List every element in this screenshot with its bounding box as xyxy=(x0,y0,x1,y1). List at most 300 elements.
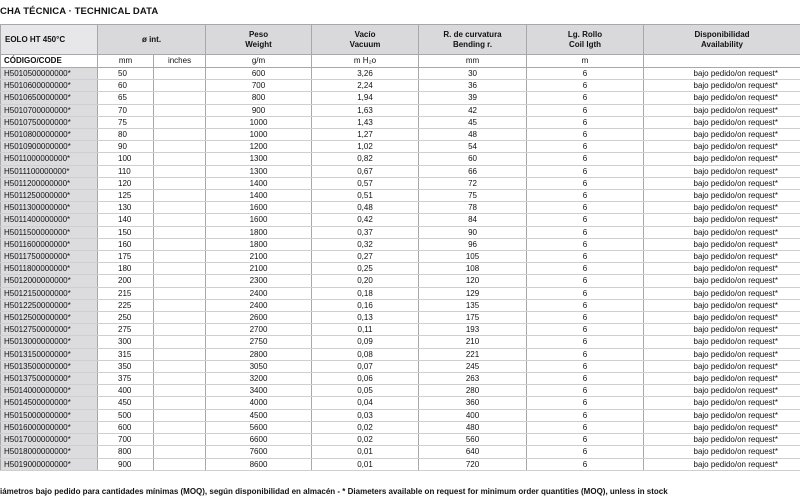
vacuum-value: 0,82 xyxy=(312,153,419,165)
vacuum-value: 0,08 xyxy=(312,348,419,360)
bending-header-es: R. de curvatura xyxy=(443,30,502,39)
availability-value: bajo pedido/on request* xyxy=(644,153,800,165)
diameter-inches xyxy=(154,104,206,116)
bending-value: 84 xyxy=(419,214,527,226)
diameter-mm: 80 xyxy=(98,129,154,141)
weight-value: 600 xyxy=(206,68,312,80)
diameter-inches xyxy=(154,299,206,311)
vacuum-value: 0,11 xyxy=(312,324,419,336)
diameter-mm: 375 xyxy=(98,373,154,385)
diameter-inches xyxy=(154,409,206,421)
weight-value: 2100 xyxy=(206,263,312,275)
weight-header-en: Weight xyxy=(245,39,272,49)
roll-value: 6 xyxy=(527,324,644,336)
availability-value: bajo pedido/on request* xyxy=(644,324,800,336)
diameter-mm: 175 xyxy=(98,251,154,263)
table-row xyxy=(1,202,800,214)
availability-value: bajo pedido/on request* xyxy=(644,141,800,153)
table-row xyxy=(1,141,800,153)
table-row xyxy=(1,446,800,458)
availability-value: bajo pedido/on request* xyxy=(644,312,800,324)
bending-value: 48 xyxy=(419,129,527,141)
mm-unit: mm xyxy=(98,55,154,68)
vacuum-value: 0,05 xyxy=(312,385,419,397)
vacuum-value: 0,02 xyxy=(312,421,419,433)
diameter-mm: 700 xyxy=(98,434,154,446)
vacuum-value: 0,06 xyxy=(312,373,419,385)
weight-header xyxy=(206,25,312,55)
weight-value: 8600 xyxy=(206,458,312,470)
table-row xyxy=(1,214,800,226)
weight-value: 2600 xyxy=(206,312,312,324)
table-row xyxy=(1,458,800,470)
footnote: iámetros bajo pedido para cantidades mínimas (MOQ), según disponibilidad en almacén - * Diameters available on request for minimum order quantities (MOQ), unless in stock xyxy=(0,487,668,496)
roll-value: 6 xyxy=(527,92,644,104)
table-header-row xyxy=(1,25,800,55)
vacuum-value: 0,07 xyxy=(312,360,419,372)
diameter-mm: 215 xyxy=(98,287,154,299)
availability-value: bajo pedido/on request* xyxy=(644,92,800,104)
availability-value: bajo pedido/on request* xyxy=(644,299,800,311)
product-code: H5010750000000* xyxy=(1,116,98,128)
bending-value: 105 xyxy=(419,251,527,263)
product-code: H5013750000000* xyxy=(1,373,98,385)
vacuum-value: 0,32 xyxy=(312,238,419,250)
diameter-inches xyxy=(154,348,206,360)
availability-value: bajo pedido/on request* xyxy=(644,397,800,409)
availability-value: bajo pedido/on request* xyxy=(644,434,800,446)
diameter-inches xyxy=(154,324,206,336)
diameter-inches xyxy=(154,238,206,250)
diameter-inches xyxy=(154,275,206,287)
vacuum-value: 1,63 xyxy=(312,104,419,116)
availability-value: bajo pedido/on request* xyxy=(644,458,800,470)
diameter-inches xyxy=(154,336,206,348)
code-unit: CÓDIGO/CODE xyxy=(1,55,98,68)
page-title: CHA TÉCNICA · TECHNICAL DATA xyxy=(0,6,159,17)
vacuum-value: 1,43 xyxy=(312,116,419,128)
availability-value: bajo pedido/on request* xyxy=(644,385,800,397)
availability-value: bajo pedido/on request* xyxy=(644,226,800,238)
table-row xyxy=(1,299,800,311)
bending-value: 66 xyxy=(419,165,527,177)
table-row xyxy=(1,312,800,324)
diameter-inches xyxy=(154,458,206,470)
vacuum-value: 0,04 xyxy=(312,397,419,409)
vacuum-value: 1,02 xyxy=(312,141,419,153)
table-row xyxy=(1,385,800,397)
weight-value: 2750 xyxy=(206,336,312,348)
product-code: H5012150000000* xyxy=(1,287,98,299)
diameter-mm: 130 xyxy=(98,202,154,214)
table-row xyxy=(1,80,800,92)
product-code: H5010900000000* xyxy=(1,141,98,153)
vacuum-header-en: Vacuum xyxy=(349,39,381,49)
diameter-inches xyxy=(154,251,206,263)
vacuum-value: 0,27 xyxy=(312,251,419,263)
weight-value: 2100 xyxy=(206,251,312,263)
weight-value: 1600 xyxy=(206,214,312,226)
availability-value: bajo pedido/on request* xyxy=(644,190,800,202)
roll-value: 6 xyxy=(527,251,644,263)
roll-value: 6 xyxy=(527,68,644,80)
diameter-inches xyxy=(154,287,206,299)
availability-value: bajo pedido/on request* xyxy=(644,80,800,92)
availability-value: bajo pedido/on request* xyxy=(644,251,800,263)
product-code: H5013500000000* xyxy=(1,360,98,372)
diameter-mm: 60 xyxy=(98,80,154,92)
weight-value: 2700 xyxy=(206,324,312,336)
bending-value: 135 xyxy=(419,299,527,311)
diameter-mm: 200 xyxy=(98,275,154,287)
product-code: H5010700000000* xyxy=(1,104,98,116)
table-row xyxy=(1,238,800,250)
diameter-mm: 225 xyxy=(98,299,154,311)
product-code: H5013150000000* xyxy=(1,348,98,360)
weight-value: 5600 xyxy=(206,421,312,433)
weight-value: 3200 xyxy=(206,373,312,385)
diameter-inches xyxy=(154,263,206,275)
bending-value: 90 xyxy=(419,226,527,238)
table-row xyxy=(1,177,800,189)
vacuum-value: 3,26 xyxy=(312,68,419,80)
product-code: H5011200000000* xyxy=(1,177,98,189)
table-row xyxy=(1,226,800,238)
bending-value: 480 xyxy=(419,421,527,433)
bending-header-en: Bending r. xyxy=(452,39,493,49)
table-row xyxy=(1,165,800,177)
roll-unit: m xyxy=(527,55,644,68)
availability-value: bajo pedido/on request* xyxy=(644,421,800,433)
roll-value: 6 xyxy=(527,238,644,250)
roll-value: 6 xyxy=(527,177,644,189)
table-row xyxy=(1,275,800,287)
bending-value: 36 xyxy=(419,80,527,92)
vacuum-value: 0,09 xyxy=(312,336,419,348)
vacuum-value: 0,48 xyxy=(312,202,419,214)
diameter-inches xyxy=(154,177,206,189)
bending-value: 45 xyxy=(419,116,527,128)
bending-value: 75 xyxy=(419,190,527,202)
availability-value: bajo pedido/on request* xyxy=(644,177,800,189)
weight-value: 900 xyxy=(206,104,312,116)
vacuum-value: 2,24 xyxy=(312,80,419,92)
vacuum-value: 0,01 xyxy=(312,458,419,470)
diameter-mm: 300 xyxy=(98,336,154,348)
vacuum-value: 0,51 xyxy=(312,190,419,202)
diameter-mm: 350 xyxy=(98,360,154,372)
weight-value: 1400 xyxy=(206,177,312,189)
vacuum-value: 0,67 xyxy=(312,165,419,177)
weight-value: 1600 xyxy=(206,202,312,214)
roll-value: 6 xyxy=(527,153,644,165)
weight-value: 1000 xyxy=(206,116,312,128)
diameter-inches xyxy=(154,421,206,433)
bending-value: 360 xyxy=(419,397,527,409)
product-code: H5017000000000* xyxy=(1,434,98,446)
bending-value: 96 xyxy=(419,238,527,250)
weight-value: 3050 xyxy=(206,360,312,372)
diameter-mm: 450 xyxy=(98,397,154,409)
product-code: H5011400000000* xyxy=(1,214,98,226)
roll-header-es: Lg. Rollo xyxy=(567,30,603,39)
roll-value: 6 xyxy=(527,397,644,409)
roll-value: 6 xyxy=(527,165,644,177)
technical-data-table xyxy=(0,24,800,471)
diameter-inches xyxy=(154,385,206,397)
weight-value: 1800 xyxy=(206,226,312,238)
weight-header-es: Peso xyxy=(248,30,269,39)
diameter-inches xyxy=(154,92,206,104)
bending-header xyxy=(419,25,527,55)
product-code: H5010600000000* xyxy=(1,80,98,92)
inches-unit: inches xyxy=(154,55,206,68)
diameter-inches xyxy=(154,202,206,214)
roll-value: 6 xyxy=(527,129,644,141)
product-header: EOLO HT 450°C xyxy=(1,25,98,55)
weight-value: 1300 xyxy=(206,153,312,165)
roll-value: 6 xyxy=(527,434,644,446)
diameter-inches xyxy=(154,116,206,128)
bending-value: 221 xyxy=(419,348,527,360)
weight-value: 700 xyxy=(206,80,312,92)
diameter-inches xyxy=(154,446,206,458)
bending-value: 210 xyxy=(419,336,527,348)
vacuum-value: 0,57 xyxy=(312,177,419,189)
bending-value: 640 xyxy=(419,446,527,458)
product-code: H5012750000000* xyxy=(1,324,98,336)
weight-value: 2400 xyxy=(206,299,312,311)
diameter-inches xyxy=(154,397,206,409)
diameter-inches xyxy=(154,226,206,238)
product-code: H5012000000000* xyxy=(1,275,98,287)
diameter-mm: 140 xyxy=(98,214,154,226)
diameter-mm: 160 xyxy=(98,238,154,250)
weight-value: 1400 xyxy=(206,190,312,202)
table-row xyxy=(1,348,800,360)
product-code: H5014000000000* xyxy=(1,385,98,397)
vacuum-header xyxy=(312,25,419,55)
bending-value: 720 xyxy=(419,458,527,470)
diameter-mm: 70 xyxy=(98,104,154,116)
roll-value: 6 xyxy=(527,336,644,348)
diameter-mm: 150 xyxy=(98,226,154,238)
vacuum-value: 0,03 xyxy=(312,409,419,421)
product-code: H5010500000000* xyxy=(1,68,98,80)
availability-value: bajo pedido/on request* xyxy=(644,104,800,116)
diameter-inches xyxy=(154,129,206,141)
roll-value: 6 xyxy=(527,360,644,372)
availability-value: bajo pedido/on request* xyxy=(644,68,800,80)
roll-value: 6 xyxy=(527,458,644,470)
weight-value: 2400 xyxy=(206,287,312,299)
diameter-inches xyxy=(154,141,206,153)
bending-value: 39 xyxy=(419,92,527,104)
vacuum-unit: m H₂o xyxy=(312,55,419,68)
roll-value: 6 xyxy=(527,299,644,311)
vacuum-value: 0,16 xyxy=(312,299,419,311)
product-code: H5011250000000* xyxy=(1,190,98,202)
roll-value: 6 xyxy=(527,141,644,153)
availability-value: bajo pedido/on request* xyxy=(644,263,800,275)
roll-value: 6 xyxy=(527,116,644,128)
vacuum-value: 0,20 xyxy=(312,275,419,287)
availability-value: bajo pedido/on request* xyxy=(644,409,800,421)
diameter-inches xyxy=(154,360,206,372)
diameter-mm: 90 xyxy=(98,141,154,153)
roll-value: 6 xyxy=(527,226,644,238)
weight-value: 2800 xyxy=(206,348,312,360)
bending-value: 120 xyxy=(419,275,527,287)
diameter-inches xyxy=(154,373,206,385)
diameter-mm: 110 xyxy=(98,165,154,177)
roll-value: 6 xyxy=(527,263,644,275)
bending-value: 42 xyxy=(419,104,527,116)
table-row xyxy=(1,116,800,128)
product-code: H5012250000000* xyxy=(1,299,98,311)
diameter-mm: 900 xyxy=(98,458,154,470)
roll-value: 6 xyxy=(527,409,644,421)
diameter-inches xyxy=(154,434,206,446)
table-row xyxy=(1,104,800,116)
diameter-inches xyxy=(154,190,206,202)
product-code: H5010800000000* xyxy=(1,129,98,141)
product-code: H5018000000000* xyxy=(1,446,98,458)
table-row xyxy=(1,324,800,336)
roll-value: 6 xyxy=(527,421,644,433)
diameter-mm: 275 xyxy=(98,324,154,336)
table-row xyxy=(1,153,800,165)
bending-value: 108 xyxy=(419,263,527,275)
product-code: H5016000000000* xyxy=(1,421,98,433)
diameter-inches xyxy=(154,214,206,226)
vacuum-value: 0,02 xyxy=(312,434,419,446)
weight-value: 4000 xyxy=(206,397,312,409)
weight-value: 6600 xyxy=(206,434,312,446)
roll-value: 6 xyxy=(527,190,644,202)
product-code: H5010650000000* xyxy=(1,92,98,104)
product-code: H5011500000000* xyxy=(1,226,98,238)
table-row xyxy=(1,92,800,104)
bending-value: 54 xyxy=(419,141,527,153)
product-code: H5012500000000* xyxy=(1,312,98,324)
roll-value: 6 xyxy=(527,373,644,385)
vacuum-value: 1,27 xyxy=(312,129,419,141)
availability-header-en: Availability xyxy=(701,39,743,49)
roll-value: 6 xyxy=(527,80,644,92)
availability-header-es: Disponibilidad xyxy=(694,30,750,39)
roll-value: 6 xyxy=(527,287,644,299)
roll-header xyxy=(527,25,644,55)
vacuum-value: 0,18 xyxy=(312,287,419,299)
availability-value: bajo pedido/on request* xyxy=(644,129,800,141)
weight-value: 4500 xyxy=(206,409,312,421)
product-code: H5013000000000* xyxy=(1,336,98,348)
weight-value: 2300 xyxy=(206,275,312,287)
roll-value: 6 xyxy=(527,104,644,116)
availability-value: bajo pedido/on request* xyxy=(644,287,800,299)
product-code: H5011800000000* xyxy=(1,263,98,275)
roll-value: 6 xyxy=(527,214,644,226)
bending-value: 560 xyxy=(419,434,527,446)
table-row xyxy=(1,409,800,421)
product-code: H5011100000000* xyxy=(1,165,98,177)
availability-value: bajo pedido/on request* xyxy=(644,116,800,128)
diameter-mm: 100 xyxy=(98,153,154,165)
vacuum-value: 1,94 xyxy=(312,92,419,104)
availability-unit xyxy=(644,55,800,68)
vacuum-value: 0,37 xyxy=(312,226,419,238)
table-row xyxy=(1,373,800,385)
table-row xyxy=(1,397,800,409)
bending-value: 245 xyxy=(419,360,527,372)
bending-value: 72 xyxy=(419,177,527,189)
diameter-inches xyxy=(154,68,206,80)
diameter-mm: 800 xyxy=(98,446,154,458)
weight-value: 800 xyxy=(206,92,312,104)
availability-value: bajo pedido/on request* xyxy=(644,336,800,348)
diameter-mm: 125 xyxy=(98,190,154,202)
table-row xyxy=(1,336,800,348)
diameter-inches xyxy=(154,80,206,92)
diameter-mm: 180 xyxy=(98,263,154,275)
table-row xyxy=(1,129,800,141)
roll-value: 6 xyxy=(527,202,644,214)
roll-value: 6 xyxy=(527,446,644,458)
weight-value: 7600 xyxy=(206,446,312,458)
units-row xyxy=(1,55,800,68)
availability-header xyxy=(644,25,800,55)
table-row xyxy=(1,251,800,263)
product-code: H5019000000000* xyxy=(1,458,98,470)
availability-value: bajo pedido/on request* xyxy=(644,360,800,372)
roll-value: 6 xyxy=(527,385,644,397)
weight-value: 1200 xyxy=(206,141,312,153)
diameter-mm: 400 xyxy=(98,385,154,397)
product-code: H5011000000000* xyxy=(1,153,98,165)
roll-value: 6 xyxy=(527,348,644,360)
diameter-mm: 315 xyxy=(98,348,154,360)
availability-value: bajo pedido/on request* xyxy=(644,446,800,458)
diameter-mm: 50 xyxy=(98,68,154,80)
bending-value: 129 xyxy=(419,287,527,299)
weight-value: 1300 xyxy=(206,165,312,177)
bending-value: 280 xyxy=(419,385,527,397)
diameter-header: ø int. xyxy=(98,25,206,55)
table-row xyxy=(1,287,800,299)
table-row xyxy=(1,434,800,446)
table-row xyxy=(1,421,800,433)
availability-value: bajo pedido/on request* xyxy=(644,214,800,226)
availability-value: bajo pedido/on request* xyxy=(644,202,800,214)
availability-value: bajo pedido/on request* xyxy=(644,348,800,360)
roll-header-en: Coil lgth xyxy=(569,39,602,49)
diameter-inches xyxy=(154,153,206,165)
weight-unit: g/m xyxy=(206,55,312,68)
weight-value: 3400 xyxy=(206,385,312,397)
vacuum-value: 0,01 xyxy=(312,446,419,458)
product-code: H5011750000000* xyxy=(1,251,98,263)
bending-unit: mm xyxy=(419,55,527,68)
diameter-mm: 250 xyxy=(98,312,154,324)
bending-value: 60 xyxy=(419,153,527,165)
diameter-inches xyxy=(154,312,206,324)
weight-value: 1000 xyxy=(206,129,312,141)
vacuum-header-es: Vacío xyxy=(354,30,376,39)
bending-value: 175 xyxy=(419,312,527,324)
table-row xyxy=(1,360,800,372)
diameter-mm: 120 xyxy=(98,177,154,189)
